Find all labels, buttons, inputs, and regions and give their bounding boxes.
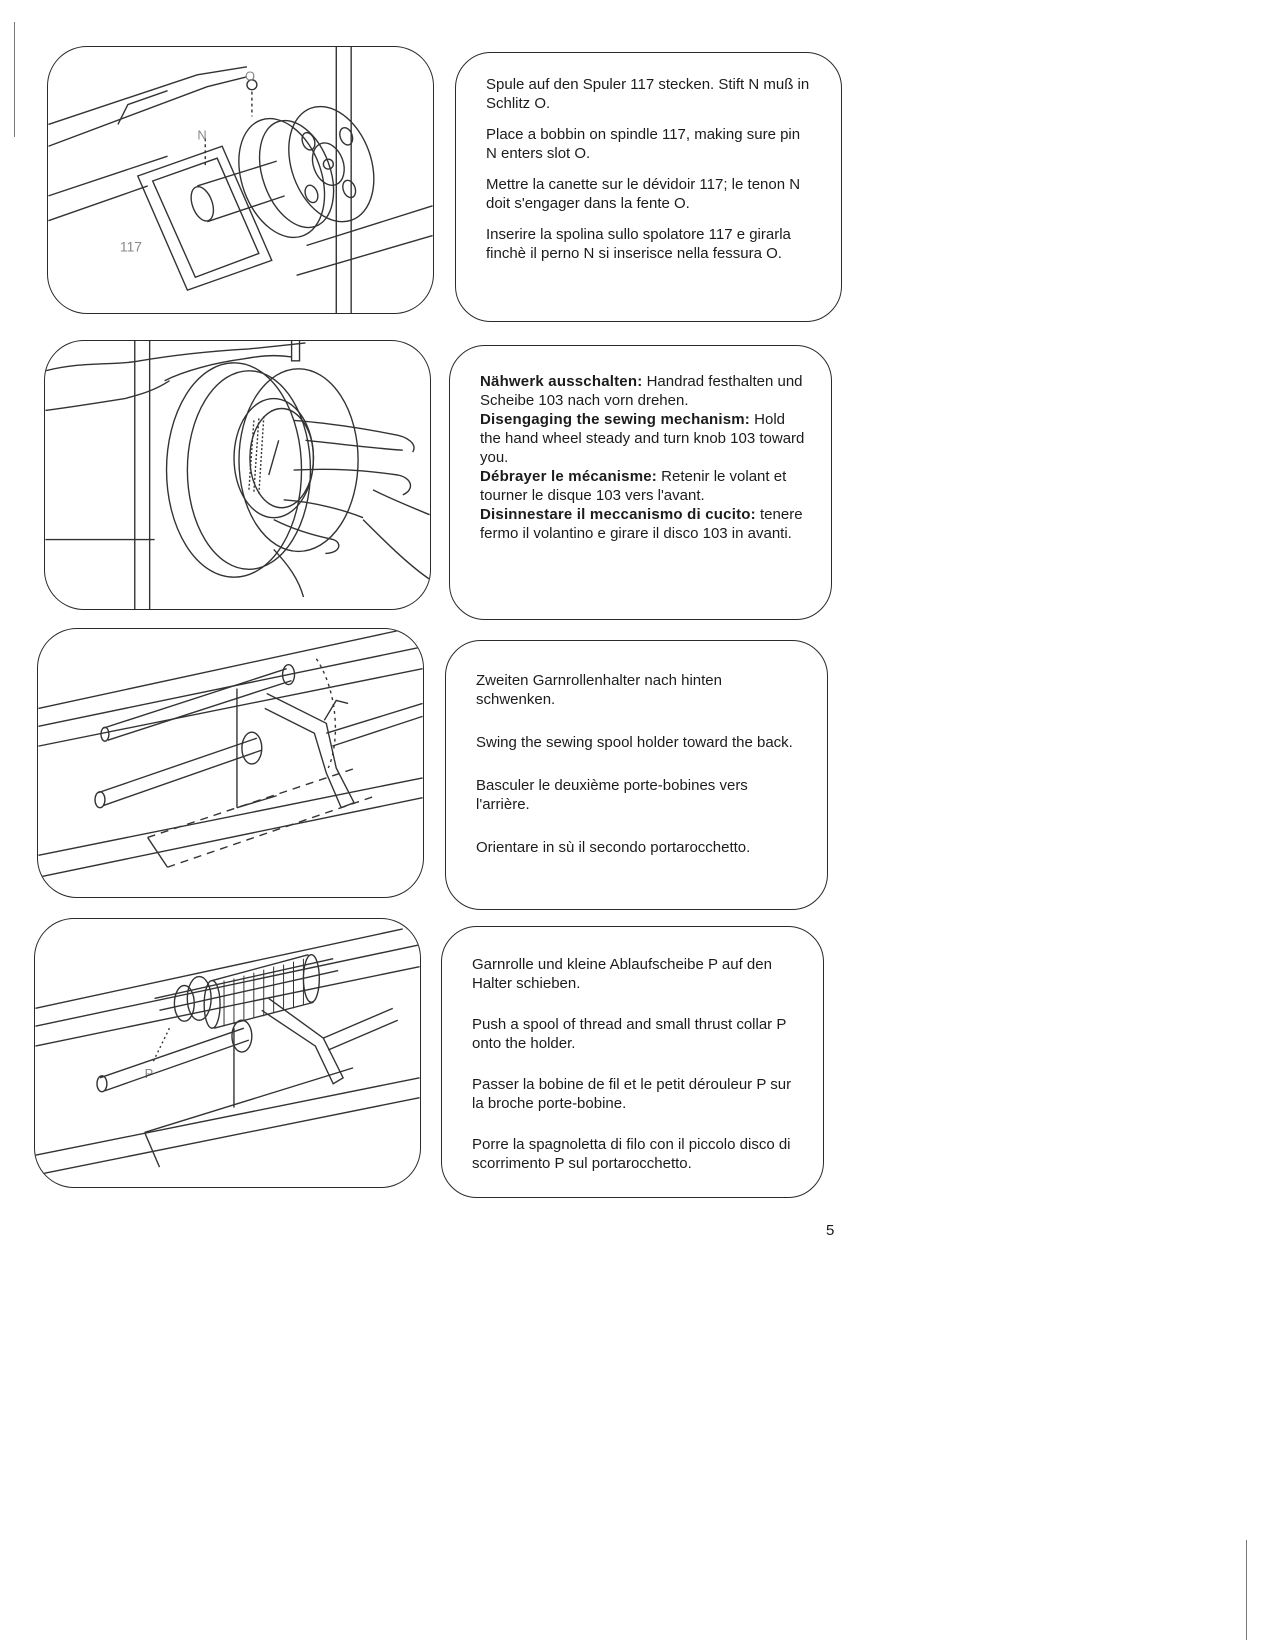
instruction-en: Place a bobbin on spindle 117, making sure pin N enters slot O. bbox=[486, 126, 801, 162]
instruction-text: tenere fermo il volantino e girare il disco 103 in avanti. bbox=[480, 506, 803, 542]
step-4-instructions bbox=[441, 926, 824, 1198]
instruction-de: Zweiten Garnrollenhalter nach hinten schwenken. bbox=[476, 672, 722, 708]
collar-label: P bbox=[144, 1065, 154, 1081]
instruction-it: Inserire la spolina sullo spolatore 117 e girarla finchè il perno N si inserisce nella fessura O. bbox=[486, 226, 791, 262]
instruction-text: Handrad festhalten und Scheibe 103 nach vorn drehen. bbox=[480, 373, 803, 409]
hand-wheel-illustration bbox=[44, 340, 431, 610]
instruction-en: Swing the sewing spool holder toward the back. bbox=[476, 734, 793, 751]
instruction-text: Hold the hand wheel steady and turn knob 103 toward you. bbox=[480, 411, 805, 466]
instruction-it bbox=[480, 505, 805, 543]
spool-thread-illustration bbox=[34, 918, 421, 1188]
pin-label: N bbox=[197, 127, 207, 143]
spindle-label: 117 bbox=[119, 238, 143, 255]
instruction-heading: Disengaging the sewing mechanism: bbox=[480, 411, 750, 428]
instruction-it: Orientare in sù il secondo portarocchetto. bbox=[476, 839, 751, 856]
instruction-heading: Débrayer le mécanisme: bbox=[480, 468, 657, 485]
instruction-fr bbox=[480, 467, 805, 505]
step-3-instructions bbox=[445, 640, 828, 910]
instruction-fr: Passer la bobine de fil et le petit dérouleur P sur la broche porte-bobine. bbox=[472, 1076, 792, 1112]
instruction-en: Push a spool of thread and small thrust collar P onto the holder. bbox=[472, 1016, 787, 1052]
instruction-en bbox=[480, 410, 805, 467]
instruction-it: Porre la spagnoletta di filo con il piccolo disco di scorrimento P sul portarocchetto. bbox=[472, 1136, 791, 1172]
slot-label: O bbox=[244, 68, 255, 84]
instruction-fr: Mettre la canette sur le dévidoir 117; le tenon N doit s'engager dans la fente O. bbox=[486, 176, 801, 212]
instruction-fr: Basculer le deuxième porte-bobines vers l'arrière. bbox=[476, 777, 748, 813]
instruction-de bbox=[480, 372, 805, 410]
step-2-instructions bbox=[449, 345, 832, 620]
instruction-de: Spule auf den Spuler 117 stecken. Stift N muß in Schlitz O. bbox=[486, 76, 810, 112]
instruction-heading: Nähwerk ausschalten: bbox=[480, 373, 643, 390]
instruction-heading: Disinnestare il meccanismo di cucito: bbox=[480, 506, 756, 523]
page-number: 5 bbox=[826, 1222, 835, 1239]
instruction-text: Retenir le volant et tourner le disque 103 vers l'avant. bbox=[480, 468, 787, 504]
spool-holder-swing-illustration bbox=[37, 628, 424, 898]
scan-edge-mark bbox=[1246, 1540, 1247, 1640]
instruction-de: Garnrolle und kleine Ablaufscheibe P auf den Halter schieben. bbox=[472, 956, 772, 992]
